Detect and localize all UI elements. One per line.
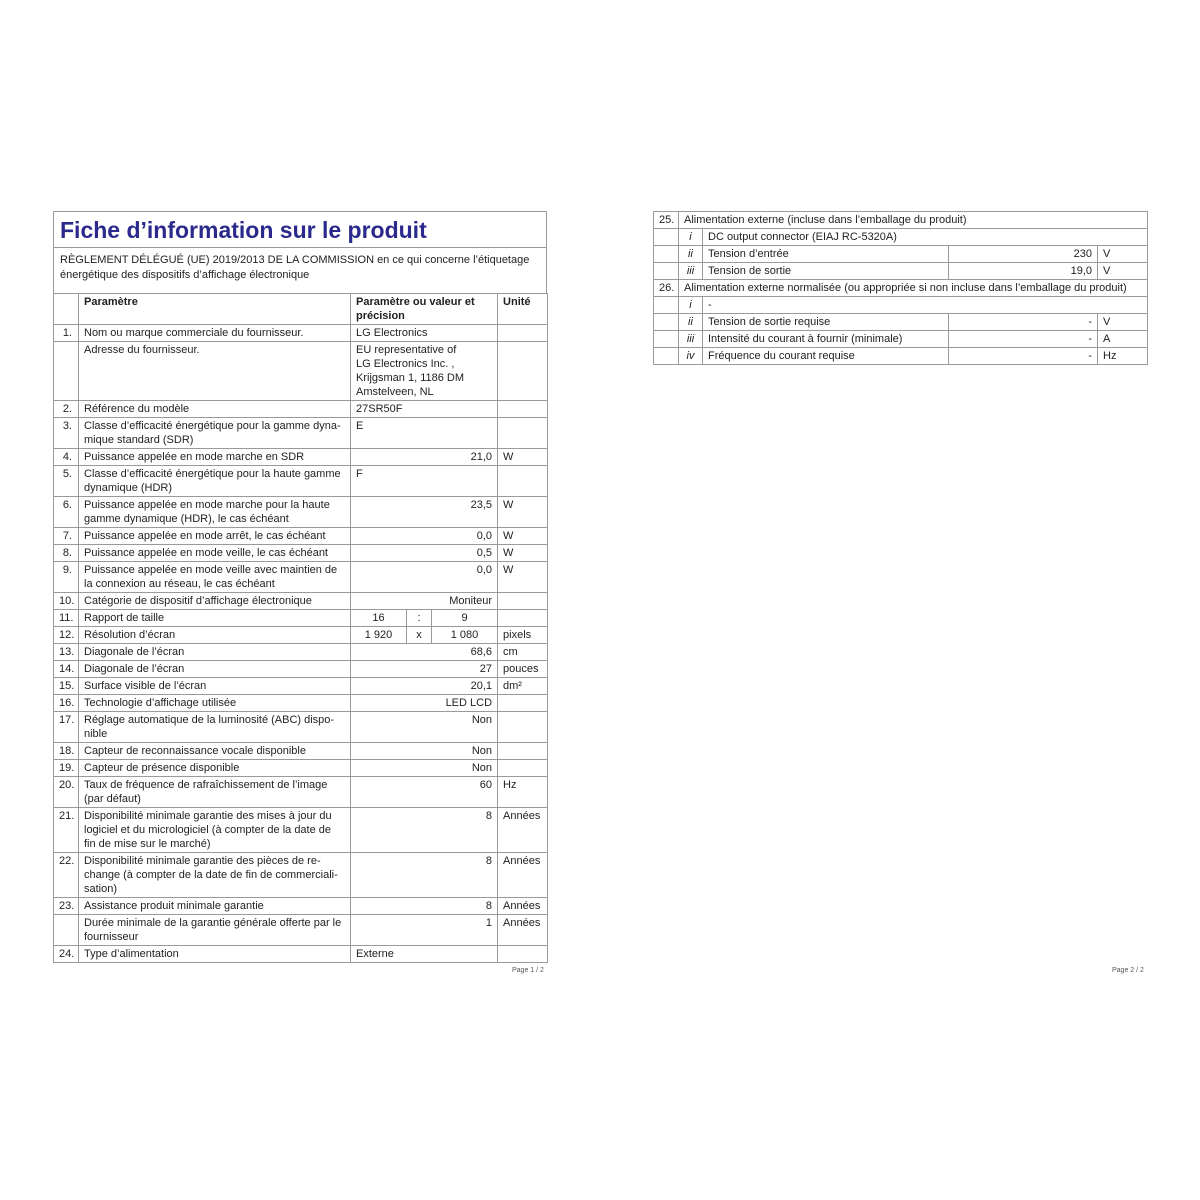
row-value: E [351, 418, 498, 449]
resolution-separator: x [407, 627, 432, 644]
row-value: 230 [949, 246, 1098, 263]
table-row [54, 528, 548, 545]
row-label: Catégorie de dispositif d’affichage électronique [79, 593, 351, 610]
row-label: Tension de sortie requise [703, 314, 949, 331]
row-number: 19. [54, 760, 79, 777]
sub-number: iii [679, 263, 703, 280]
row-label: Puissance appelée en mode veille avec maintien de la connexion au réseau, le cas échéant [79, 562, 351, 593]
row-label: Alimentation externe (incluse dans l’emballage du produit) [679, 212, 1148, 229]
row-unit: A [1098, 331, 1148, 348]
title-box [53, 211, 547, 247]
row-unit: pouces [498, 661, 548, 678]
table-row [54, 853, 548, 898]
row-value: - [949, 348, 1098, 365]
table-row [654, 331, 1148, 348]
row-unit: W [498, 562, 548, 593]
table-row [54, 449, 548, 466]
row-value: F [351, 466, 498, 497]
row-value: 8 [351, 853, 498, 898]
table-row [54, 678, 548, 695]
row-number: 18. [54, 743, 79, 760]
row-number: 25. [654, 212, 679, 229]
row-number: 5. [54, 466, 79, 497]
page-number-1: Page 1 / 2 [512, 967, 544, 974]
row-unit: Hz [1098, 348, 1148, 365]
table-row [54, 593, 548, 610]
table-row [54, 712, 548, 743]
row-label: Puissance appelée en mode marche en SDR [79, 449, 351, 466]
row-label: Puissance appelée en mode marche pour la haute gamme dynamique (HDR), le cas échéant [79, 497, 351, 528]
table-row [654, 246, 1148, 263]
row-number: 8. [54, 545, 79, 562]
row-value: - [949, 314, 1098, 331]
row-label: Puissance appelée en mode arrêt, le cas échéant [79, 528, 351, 545]
row-value: 27 [351, 661, 498, 678]
row-number: 4. [54, 449, 79, 466]
row-number: 20. [54, 777, 79, 808]
table-row [54, 661, 548, 678]
row-unit: W [498, 545, 548, 562]
row-label: Type d’alimentation [79, 946, 351, 963]
sub-number: i [679, 297, 703, 314]
row-value: 60 [351, 777, 498, 808]
row-number: 24. [54, 946, 79, 963]
table-row [654, 212, 1148, 229]
row-number: 26. [654, 280, 679, 297]
resolution-width: 1 920 [351, 627, 407, 644]
row-unit: Années [498, 915, 548, 946]
row-label: Classe d’efficacité énergétique pour la gamme dyna-mique standard (SDR) [79, 418, 351, 449]
table-row [654, 229, 1148, 246]
row-label: Nom ou marque commerciale du fournisseur. [79, 325, 351, 342]
row-label: Puissance appelée en mode veille, le cas échéant [79, 545, 351, 562]
table-row [54, 610, 548, 627]
table-row [54, 946, 548, 963]
row-label: DC output connector (EIAJ RC-5320A) [703, 229, 1148, 246]
row-number: 15. [54, 678, 79, 695]
table-row [54, 325, 548, 342]
row-number: 17. [54, 712, 79, 743]
row-label: Disponibilité minimale garantie des mises à jour du logiciel et du micrologiciel (à compter de la date de fin de mise sur le marché) [79, 808, 351, 853]
row-label: Diagonale de l’écran [79, 661, 351, 678]
row-number: 7. [54, 528, 79, 545]
row-value: 68,6 [351, 644, 498, 661]
row-label: Référence du modèle [79, 401, 351, 418]
row-value: 0,5 [351, 545, 498, 562]
row-unit: W [498, 497, 548, 528]
table-row [54, 401, 548, 418]
row-value: LG Electronics [351, 325, 498, 342]
row-unit: Années [498, 898, 548, 915]
row-value: - [949, 331, 1098, 348]
table-header-row [54, 294, 548, 325]
table-row [54, 627, 548, 644]
table-row [54, 743, 548, 760]
table-row [54, 418, 548, 449]
row-label: Capteur de présence disponible [79, 760, 351, 777]
row-label: Capteur de reconnaissance vocale disponible [79, 743, 351, 760]
row-number: 10. [54, 593, 79, 610]
row-number: 22. [54, 853, 79, 898]
row-label: Tension de sortie [703, 263, 949, 280]
ratio-height: 9 [432, 610, 498, 627]
header-value: Paramètre ou valeur et précision [351, 294, 498, 325]
row-number: 21. [54, 808, 79, 853]
row-label: Taux de fréquence de rafraîchissement de l’image (par défaut) [79, 777, 351, 808]
row-number: 16. [54, 695, 79, 712]
regulation-subtitle: RÈGLEMENT DÉLÉGUÉ (UE) 2019/2013 DE LA COMMISSION en ce qui concerne l’étiquetage énergétique des dispositifs d’affichage électronique [53, 247, 547, 293]
row-number: 2. [54, 401, 79, 418]
page-number-2: Page 2 / 2 [1112, 967, 1144, 974]
row-unit: V [1098, 263, 1148, 280]
power-supply-table [653, 211, 1148, 365]
row-value: 21,0 [351, 449, 498, 466]
header-unit: Unité [498, 294, 548, 325]
row-number: 12. [54, 627, 79, 644]
row-value: 8 [351, 808, 498, 853]
row-number: 6. [54, 497, 79, 528]
row-value: Externe [351, 946, 498, 963]
row-number: 14. [54, 661, 79, 678]
resolution-height: 1 080 [432, 627, 498, 644]
sub-number: ii [679, 246, 703, 263]
table-row [54, 466, 548, 497]
table-row [654, 297, 1148, 314]
row-number: 3. [54, 418, 79, 449]
table-row [654, 263, 1148, 280]
row-label: Disponibilité minimale garantie des pièces de re-change (à compter de la date de fin de commerciali-sation) [79, 853, 351, 898]
ratio-width: 16 [351, 610, 407, 627]
sub-number: ii [679, 314, 703, 331]
row-value: 8 [351, 898, 498, 915]
row-value: 0,0 [351, 528, 498, 545]
row-label: Technologie d’affichage utilisée [79, 695, 351, 712]
table-row [654, 280, 1148, 297]
row-unit: V [1098, 246, 1148, 263]
row-unit: Années [498, 808, 548, 853]
row-unit: V [1098, 314, 1148, 331]
row-unit: W [498, 449, 548, 466]
row-label: Assistance produit minimale garantie [79, 898, 351, 915]
row-unit: Hz [498, 777, 548, 808]
row-value: Non [351, 712, 498, 743]
row-unit: W [498, 528, 548, 545]
row-number: 1. [54, 325, 79, 342]
table-row [54, 695, 548, 712]
table-row [54, 898, 548, 915]
sub-number: iii [679, 331, 703, 348]
row-value: 20,1 [351, 678, 498, 695]
row-label: Durée minimale de la garantie générale offerte par le fournisseur [79, 915, 351, 946]
row-label: - [703, 297, 1148, 314]
row-value: 0,0 [351, 562, 498, 593]
page-2 [653, 211, 1147, 365]
table-row [54, 760, 548, 777]
table-row [654, 348, 1148, 365]
sub-number: i [679, 229, 703, 246]
row-number: 13. [54, 644, 79, 661]
row-label: Adresse du fournisseur. [79, 342, 351, 401]
row-value: 1 [351, 915, 498, 946]
row-unit: pixels [498, 627, 548, 644]
row-label: Résolution d’écran [79, 627, 351, 644]
table-row [54, 545, 548, 562]
row-value: 27SR50F [351, 401, 498, 418]
row-value: Non [351, 760, 498, 777]
row-label: Intensité du courant à fournir (minimale) [703, 331, 949, 348]
row-label: Tension d’entrée [703, 246, 949, 263]
row-label: Classe d’efficacité énergétique pour la haute gamme dynamique (HDR) [79, 466, 351, 497]
row-label: Rapport de taille [79, 610, 351, 627]
page-1 [53, 211, 547, 963]
ratio-separator: : [407, 610, 432, 627]
sub-number: iv [679, 348, 703, 365]
header-param: Paramètre [79, 294, 351, 325]
row-number: 11. [54, 610, 79, 627]
row-value: Non [351, 743, 498, 760]
row-unit: Années [498, 853, 548, 898]
row-value: Moniteur [351, 593, 498, 610]
row-value: 23,5 [351, 497, 498, 528]
row-label: Fréquence du courant requise [703, 348, 949, 365]
table-row [54, 562, 548, 593]
row-unit: cm [498, 644, 548, 661]
table-row [54, 777, 548, 808]
row-label: Alimentation externe normalisée (ou appropriée si non incluse dans l’emballage du produit) [679, 280, 1148, 297]
row-value: LED LCD [351, 695, 498, 712]
row-label: Surface visible de l’écran [79, 678, 351, 695]
page-title: Fiche d’information sur le produit [60, 217, 427, 243]
table-row [54, 808, 548, 853]
row-value: EU representative of LG Electronics Inc. , Krijgsman 1, 1186 DM Amstelveen, NL [351, 342, 498, 401]
table-row [54, 342, 548, 401]
row-value: 19,0 [949, 263, 1098, 280]
table-row [654, 314, 1148, 331]
row-label: Diagonale de l’écran [79, 644, 351, 661]
table-row [54, 915, 548, 946]
product-info-table [53, 293, 548, 963]
row-label: Réglage automatique de la luminosité (ABC) dispo-nible [79, 712, 351, 743]
table-row [54, 497, 548, 528]
row-unit: dm² [498, 678, 548, 695]
row-number: 9. [54, 562, 79, 593]
row-number: 23. [54, 898, 79, 915]
table-row [54, 644, 548, 661]
